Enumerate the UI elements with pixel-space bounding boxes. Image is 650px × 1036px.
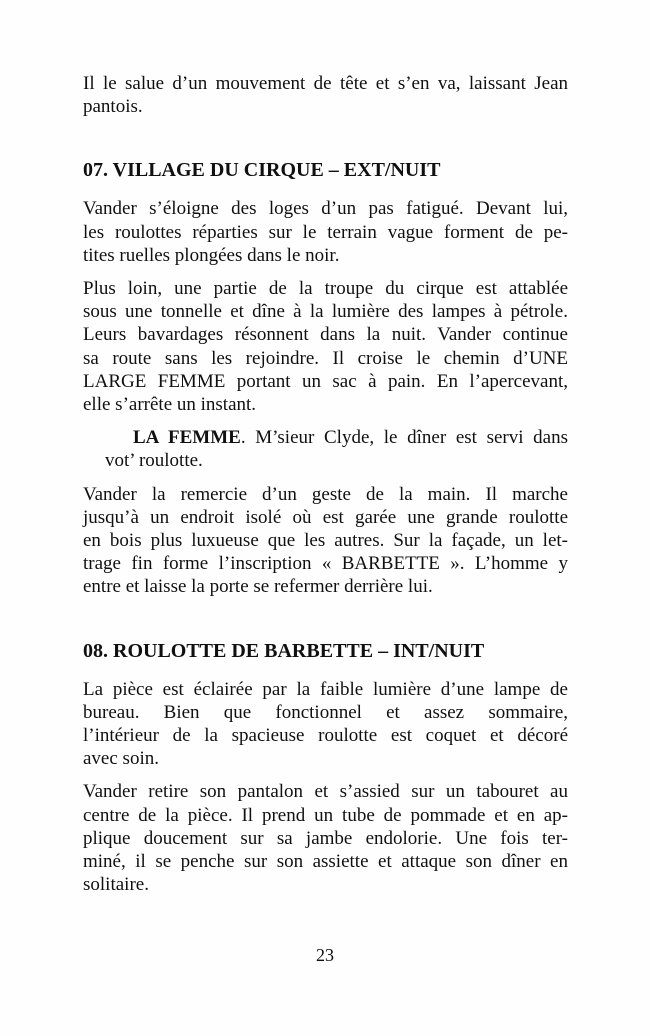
text-line: LA FEMME. M’sieur Clyde, le dîner est servi dans [133,427,569,449]
text-line: plique doucement sur sa jambe endolorie. Une fois ter- [83,827,568,849]
text-line: les roulottes réparties sur le terrain vague forment de pe- [83,221,568,243]
text-line: bureau. Bien que fonctionnel et assez sommaire, [83,701,568,723]
text-line: vot’ roulotte. [105,450,203,472]
text-line: jusqu’à un endroit isolé où est garée une grande roulotte [83,506,568,528]
text-line: miné, il se penche sur son assiette et attaque son dîner en [83,851,568,873]
text-line: trage fin forme l’inscription « BARBETTE ». L’homme y [83,553,568,575]
text-line: en bois plus luxueuse que les autres. Sur la façade, un let- [83,530,568,552]
text-line: tites ruelles plongées dans le noir. [83,244,340,266]
action-paragraph [83,780,568,896]
text-line: l’intérieur de la spacieuse roulotte est coquet et décoré [83,725,568,747]
text-line: Plus loin, une partie de la troupe du cirque est attablée [83,278,568,300]
script-text [83,72,568,906]
text-line: sa route sans les rejoindre. Il croise le chemin d’UNE [83,347,568,369]
text-line: centre de la pièce. Il prend un tube de pommade et en ap- [83,804,568,826]
dialogue-speaker: LA FEMME [133,427,241,449]
text-line: sous une tonnelle et dîne à la lumière des lampes à pétrole. [83,301,568,323]
text-line: Vander retire son pantalon et s’assied sur un tabouret au [83,781,568,803]
text-line: elle s’arrête un instant. [83,394,257,416]
action-paragraph [83,277,568,416]
page-number: 23 [316,945,334,965]
text-line: Leurs bavardages résonnent dans la nuit. Vander continue [83,324,568,346]
action-paragraph [83,678,568,771]
text-line: Il le salue d’un mouvement de tête et s’en va, laissant Jean [83,73,568,94]
action-paragraph [83,72,568,118]
action-paragraph [83,197,568,267]
text-line: La pièce est éclairée par la faible lumière d’une lampe de [83,678,568,700]
text-line: avec soin. [83,748,159,770]
dialogue-block [105,426,568,472]
action-paragraph [83,483,568,599]
scene-heading: 08. ROULOTTE DE BARBETTE – INT/NUIT [83,639,485,662]
text-line: pantois. [83,96,143,118]
scene-heading: 07. VILLAGE DU CIRQUE – EXT/NUIT [83,159,441,182]
text-line: Vander la remercie d’un geste de la main. Il marche [83,483,568,505]
text-line: Vander s’éloigne des loges d’un pas fatigué. Devant lui, [83,198,568,220]
text-line: LARGE FEMME portant un sac à pain. En l’apercevant, [83,370,568,392]
text-line: solitaire. [83,874,149,896]
text-line: entre et laisse la porte se refermer derrière lui. [83,576,433,598]
